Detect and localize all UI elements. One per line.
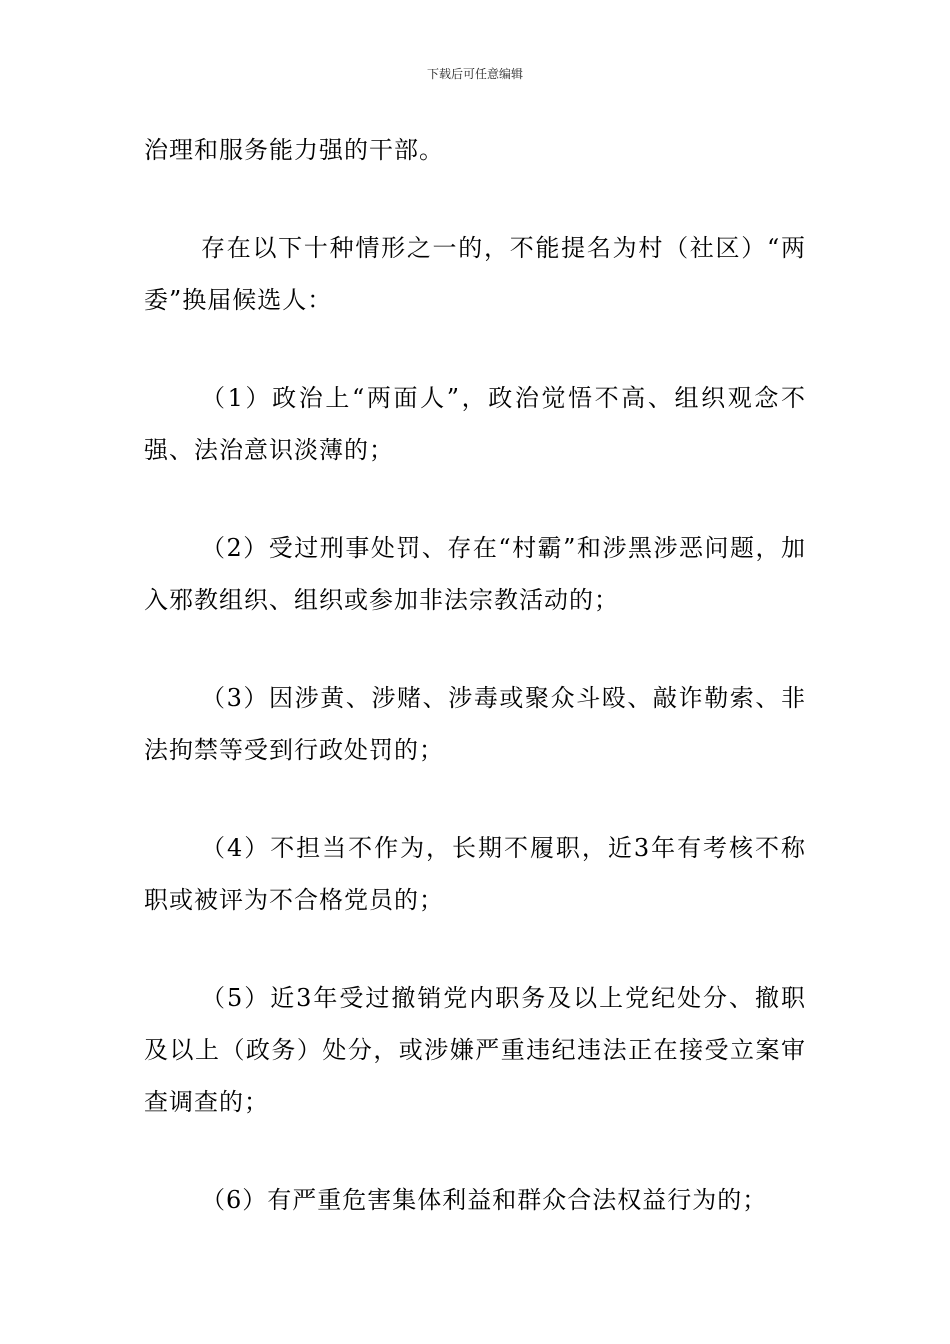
paragraph-continuation: 治理和服务能力强的干部。 bbox=[144, 136, 444, 164]
list-item-1: （1）政治上“两面人”，政治觉悟不高、组织观念不强、法治意识淡薄的； bbox=[144, 384, 806, 464]
list-item-5: （5）近3年受过撤销党内职务及以上党纪处分、撤职及以上（政务）处分，或涉嫌严重违纪违法正在接受立案审查调查的； bbox=[144, 984, 806, 1116]
list-item-4: （4）不担当不作为，长期不履职，近3年有考核不称职或被评为不合格党员的； bbox=[144, 834, 806, 914]
paragraph-intro: 存在以下十种情形之一的，不能提名为村（社区）“两委”换届候选人： bbox=[144, 234, 806, 314]
list-item-6: （6）有严重危害集体利益和群众合法权益行为的； bbox=[201, 1186, 768, 1214]
list-item-3: （3）因涉黄、涉赌、涉毒或聚众斗殴、敲诈勒索、非法拘禁等受到行政处罚的； bbox=[144, 684, 806, 764]
list-item-2: （2）受过刑事处罚、存在“村霸”和涉黑涉恶问题，加入邪教组织、组织或参加非法宗教活动的； bbox=[144, 534, 806, 614]
page-header-note: 下载后可任意编辑 bbox=[426, 67, 523, 81]
